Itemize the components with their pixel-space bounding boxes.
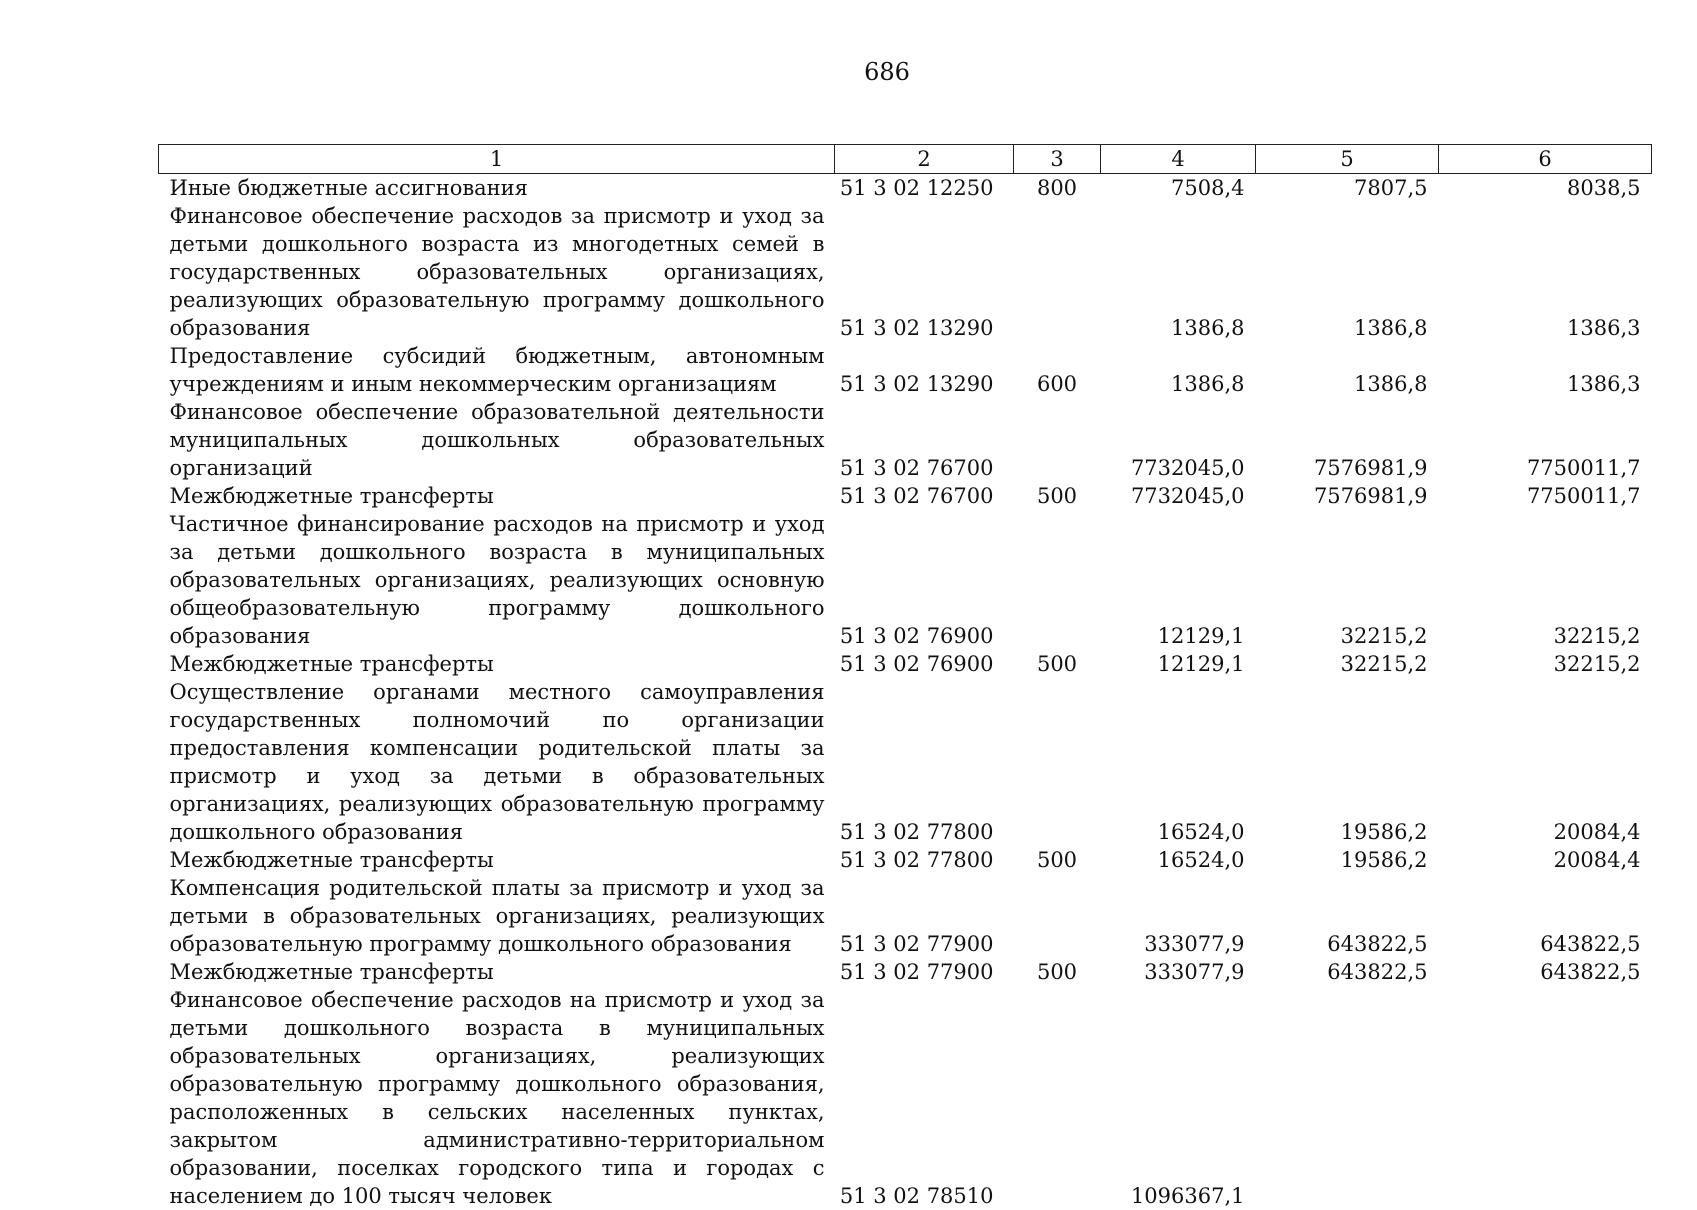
row-value-col4: 1386,8 <box>1101 202 1256 342</box>
row-code: 51 3 02 76700 <box>835 482 1014 510</box>
row-expense-type <box>1014 510 1101 650</box>
row-value-col6 <box>1439 986 1652 1210</box>
row-name: Межбюджетные трансферты <box>159 846 835 874</box>
row-value-col5: 32215,2 <box>1256 650 1439 678</box>
row-value-col6: 643822,5 <box>1439 874 1652 958</box>
table-row <box>159 510 1652 650</box>
row-value-col6: 20084,4 <box>1439 846 1652 874</box>
row-code: 51 3 02 13290 <box>835 342 1014 398</box>
row-value-col4: 16524,0 <box>1101 846 1256 874</box>
row-name: Частичное финансирование расходов на присмотр и уход за детьми дошкольного возраста в муниципальных образовательных организациях, реализующих основную общеобразовательную программу дошкольного образования <box>159 510 835 650</box>
table-header <box>159 145 1652 174</box>
table-row <box>159 650 1652 678</box>
row-value-col4: 12129,1 <box>1101 510 1256 650</box>
header-row <box>159 145 1652 174</box>
row-value-col4: 333077,9 <box>1101 958 1256 986</box>
header-col-3: 3 <box>1014 145 1101 174</box>
row-code: 51 3 02 78510 <box>835 986 1014 1210</box>
table-row <box>159 342 1652 398</box>
row-code: 51 3 02 77800 <box>835 678 1014 846</box>
row-code: 51 3 02 76900 <box>835 510 1014 650</box>
table-row <box>159 986 1652 1210</box>
row-expense-type <box>1014 986 1101 1210</box>
row-value-col6: 20084,4 <box>1439 678 1652 846</box>
row-expense-type: 500 <box>1014 650 1101 678</box>
table-body <box>159 174 1652 1210</box>
header-col-6: 6 <box>1439 145 1652 174</box>
row-value-col6: 7750011,7 <box>1439 482 1652 510</box>
table-row <box>159 398 1652 482</box>
budget-table <box>158 144 1652 1210</box>
page-number: 686 <box>0 58 1697 86</box>
row-name: Иные бюджетные ассигнования <box>159 174 835 203</box>
row-code: 51 3 02 77800 <box>835 846 1014 874</box>
row-expense-type: 800 <box>1014 174 1101 203</box>
row-expense-type <box>1014 202 1101 342</box>
row-value-col5: 643822,5 <box>1256 874 1439 958</box>
table-row <box>159 202 1652 342</box>
row-code: 51 3 02 12250 <box>835 174 1014 203</box>
row-value-col5: 1386,8 <box>1256 342 1439 398</box>
row-name: Финансовое обеспечение расходов на присмотр и уход за детьми дошкольного возраста в муниципальных образовательных организациях, реализующих образовательную программу дошкольного образования, расположенных в сельских населенных пунктах, закрытом административно-территориальном образовании, поселках городского типа и городах с населением до 100 тысяч человек <box>159 986 835 1210</box>
header-col-4: 4 <box>1101 145 1256 174</box>
row-name: Межбюджетные трансферты <box>159 482 835 510</box>
row-value-col5: 19586,2 <box>1256 846 1439 874</box>
row-value-col6: 32215,2 <box>1439 510 1652 650</box>
row-code: 51 3 02 13290 <box>835 202 1014 342</box>
row-expense-type: 600 <box>1014 342 1101 398</box>
table-row <box>159 958 1652 986</box>
row-value-col4: 7508,4 <box>1101 174 1256 203</box>
row-value-col4: 333077,9 <box>1101 874 1256 958</box>
row-value-col6: 7750011,7 <box>1439 398 1652 482</box>
header-col-5: 5 <box>1256 145 1439 174</box>
row-value-col6: 8038,5 <box>1439 174 1652 203</box>
table-row <box>159 482 1652 510</box>
row-name: Осуществление органами местного самоуправления государственных полномочий по организации предоставления компенсации родительской платы за присмотр и уход за детьми в образовательных организациях, реализующих образовательную программу дошкольного образования <box>159 678 835 846</box>
header-col-2: 2 <box>835 145 1014 174</box>
row-value-col5: 7807,5 <box>1256 174 1439 203</box>
row-value-col4: 1386,8 <box>1101 342 1256 398</box>
row-expense-type <box>1014 398 1101 482</box>
row-code: 51 3 02 76900 <box>835 650 1014 678</box>
row-value-col4: 7732045,0 <box>1101 482 1256 510</box>
row-name: Компенсация родительской платы за присмотр и уход за детьми в образовательных организациях, реализующих образовательную программу дошкольного образования <box>159 874 835 958</box>
row-value-col5: 7576981,9 <box>1256 398 1439 482</box>
header-col-1: 1 <box>159 145 835 174</box>
row-value-col5: 32215,2 <box>1256 510 1439 650</box>
row-value-col6: 32215,2 <box>1439 650 1652 678</box>
row-value-col5: 643822,5 <box>1256 958 1439 986</box>
row-name: Предоставление субсидий бюджетным, автономным учреждениям и иным некоммерческим организациям <box>159 342 835 398</box>
row-code: 51 3 02 77900 <box>835 958 1014 986</box>
row-value-col4: 7732045,0 <box>1101 398 1256 482</box>
row-name: Финансовое обеспечение расходов за присмотр и уход за детьми дошкольного возраста из многодетных семей в государственных образовательных организациях, реализующих образовательную программу дошкольного образования <box>159 202 835 342</box>
row-expense-type <box>1014 678 1101 846</box>
row-value-col5: 7576981,9 <box>1256 482 1439 510</box>
row-value-col5: 1386,8 <box>1256 202 1439 342</box>
row-code: 51 3 02 76700 <box>835 398 1014 482</box>
row-value-col6: 643822,5 <box>1439 958 1652 986</box>
row-name: Финансовое обеспечение образовательной деятельности муниципальных дошкольных образовательных организаций <box>159 398 835 482</box>
row-name: Межбюджетные трансферты <box>159 650 835 678</box>
table-row <box>159 174 1652 203</box>
row-value-col5 <box>1256 986 1439 1210</box>
row-name: Межбюджетные трансферты <box>159 958 835 986</box>
row-expense-type: 500 <box>1014 846 1101 874</box>
row-value-col6: 1386,3 <box>1439 342 1652 398</box>
row-expense-type: 500 <box>1014 482 1101 510</box>
row-value-col6: 1386,3 <box>1439 202 1652 342</box>
row-expense-type <box>1014 874 1101 958</box>
table-row <box>159 846 1652 874</box>
row-value-col4: 1096367,1 <box>1101 986 1256 1210</box>
row-code: 51 3 02 77900 <box>835 874 1014 958</box>
row-value-col5: 19586,2 <box>1256 678 1439 846</box>
row-expense-type: 500 <box>1014 958 1101 986</box>
row-value-col4: 16524,0 <box>1101 678 1256 846</box>
row-value-col4: 12129,1 <box>1101 650 1256 678</box>
table-row <box>159 678 1652 846</box>
table-row <box>159 874 1652 958</box>
